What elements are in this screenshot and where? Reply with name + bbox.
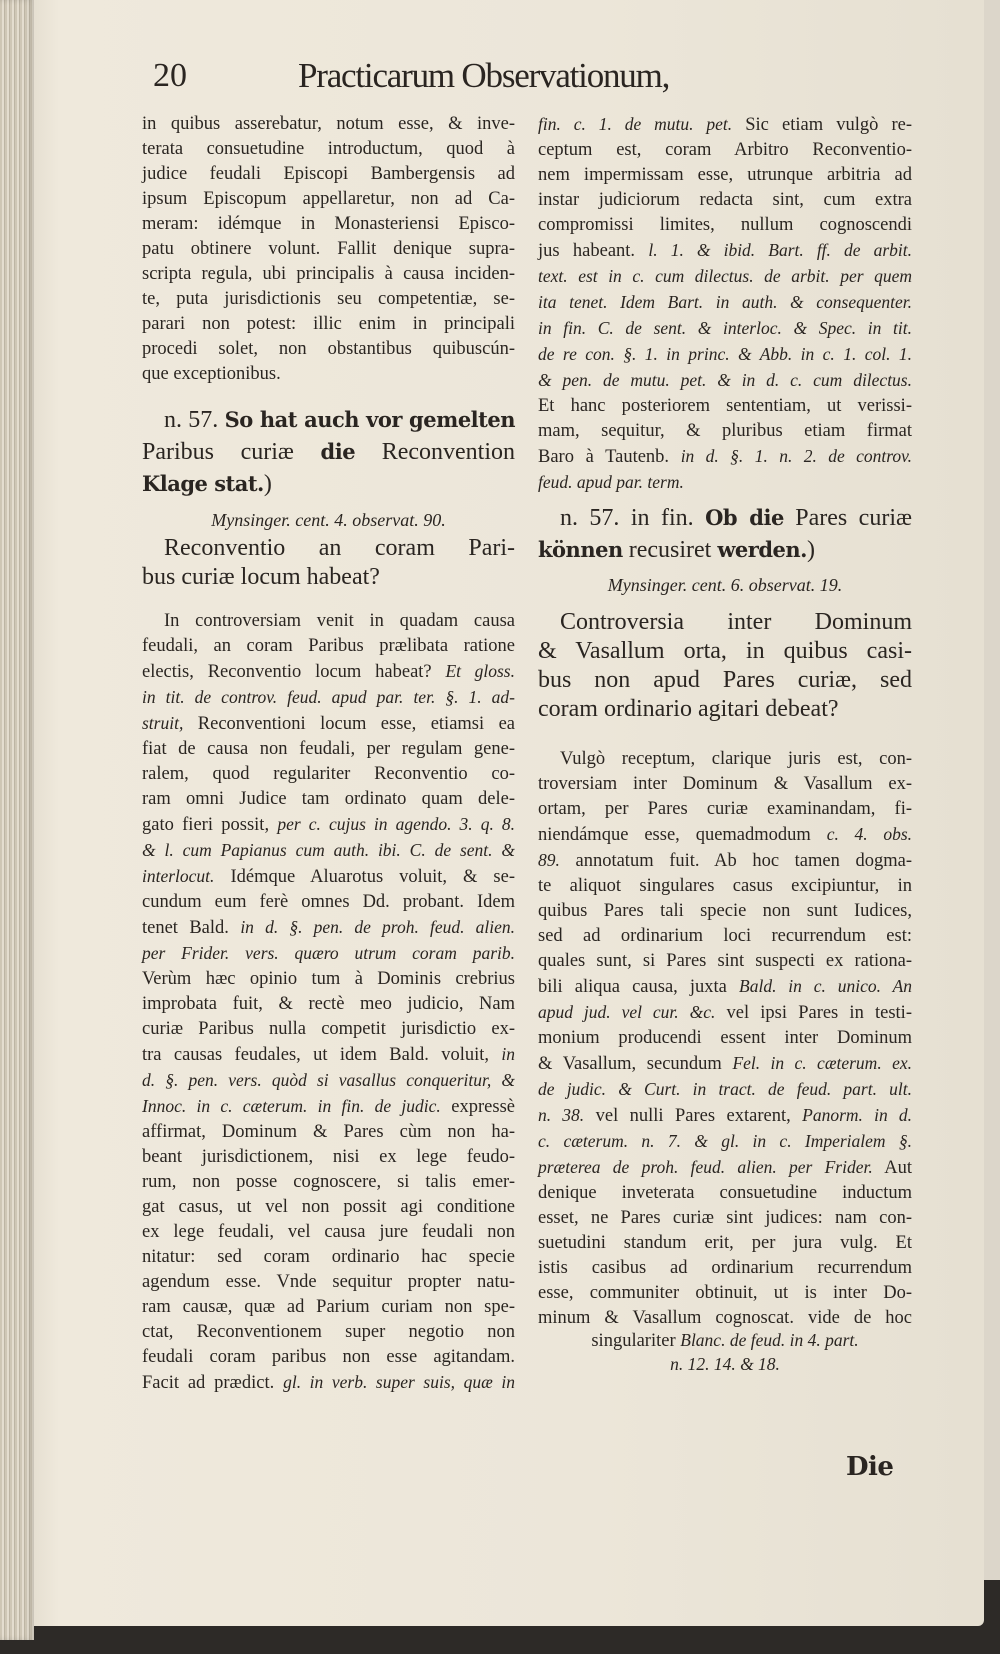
text-line: [142, 362, 515, 387]
text-run: bus non apud Pares curiæ, sed: [538, 667, 912, 693]
text-run: quibus Pares tali specie non sunt Iudices,: [538, 901, 912, 921]
running-title: Practicarum Observationum,: [298, 56, 670, 95]
text-run: Sic etiam vulgò re-: [732, 115, 913, 135]
text-line: [538, 1206, 912, 1231]
text-run: instar judiciorum redacta sint, cum extra: [538, 190, 912, 210]
text-line: [538, 1231, 912, 1256]
italic-reference: ita tenet. Idem Bart. in auth. & consequenter.: [538, 292, 912, 312]
text-run: quales sunt, si Pares sint suspecti ex rationa-: [538, 951, 912, 971]
italic-reference: & l. cum Papianus cum auth. ibi. C. de sent. &: [142, 840, 515, 860]
text-line: [142, 711, 515, 737]
italic-reference: c. cæterum. n. 7. & gl. in c. Imperialem §.: [538, 1131, 912, 1151]
text-line: [538, 899, 912, 924]
text-line: [142, 1295, 515, 1320]
text-line: [142, 468, 515, 500]
italic-reference: Panorm. in d.: [802, 1105, 913, 1125]
text-line: [538, 290, 912, 316]
text-line: [538, 747, 912, 772]
text-run: cundum eum ferè omnes Dd. probant. Idem: [142, 892, 515, 912]
text-line: [142, 112, 515, 137]
text-line: [538, 238, 912, 264]
text-line: [142, 812, 515, 838]
text-line: [142, 337, 515, 362]
text-run: affirmat, Dominum & Pares cùm non ha-: [142, 1122, 515, 1142]
text-run: Paribus curiæ: [142, 439, 321, 465]
blackletter-text: werden.: [717, 537, 807, 562]
text-run: Pares curiæ: [783, 505, 913, 531]
text-run: agendum esse. Vnde sequitur propter natu-: [142, 1272, 515, 1292]
text-line: [538, 797, 912, 822]
text-line: [538, 1353, 912, 1377]
text-line: [538, 470, 912, 496]
text-line: [538, 1329, 912, 1353]
text-run: Baro à Tautenb.: [538, 447, 681, 467]
text-line: [142, 1320, 515, 1345]
text-run: ralem, quod regulariter Reconventio co-: [142, 764, 515, 784]
text-line: [142, 967, 515, 992]
text-run: procedi solet, non obstantibus quibuscún-: [142, 339, 515, 359]
text-run: fiat de causa non feudali, per regulam gene-: [142, 739, 515, 759]
text-line: [142, 137, 515, 162]
text-line: [538, 1026, 912, 1051]
italic-reference: & pen. de mutu. pet. & in d. c. cum dilectus.: [538, 370, 912, 390]
text-line: [538, 1051, 912, 1077]
text-line: [538, 213, 912, 238]
text-line: [142, 762, 515, 787]
text-line: [142, 1170, 515, 1195]
text-line: [538, 666, 912, 695]
blackletter-text: Ob die: [705, 505, 784, 530]
italic-reference: n. 12. 14. & 18.: [670, 1354, 780, 1374]
text-line: [142, 162, 515, 187]
text-run: sed ad ordinarium loci recurrendum est:: [538, 926, 912, 946]
text-line: [538, 637, 912, 666]
text-run: Controversia inter Dominum: [560, 609, 912, 635]
right-closing-reference: [538, 1329, 912, 1377]
blackletter-text: So hat auch vor gemelten: [224, 407, 515, 432]
text-run: suetudini standum erit, per jura vulg. Et: [538, 1233, 912, 1253]
text-run: te aliquot singulares casus excipiuntur, in: [538, 876, 912, 896]
text-line: [538, 1129, 912, 1155]
italic-reference: Bald. in c. unico. An: [739, 976, 913, 996]
left-section-heading: [142, 404, 515, 500]
italic-reference: de judic. & Curt. in tract. de feud. part. ult.: [538, 1079, 912, 1099]
text-line: [538, 695, 912, 724]
text-run: ram causæ, quæ ad Parium curiam non spe-: [142, 1297, 515, 1317]
text-run: istis casibus ad ordinarium recurrendum: [538, 1258, 912, 1278]
text-run: que exceptionibus.: [142, 364, 281, 384]
book-gutter-page-edges: [0, 0, 34, 1640]
text-line: [538, 316, 912, 342]
text-run: compromissi limites, nullum cognoscendi: [538, 215, 912, 235]
italic-reference: feud. apud par. term.: [538, 472, 684, 492]
text-line: [538, 534, 912, 566]
text-run: ex lege feudali, vel causa jure feudali non: [142, 1222, 515, 1242]
text-line: [142, 436, 515, 468]
text-line: [142, 737, 515, 762]
text-run: Aut: [872, 1158, 912, 1178]
right-section-heading: [538, 502, 912, 566]
left-paragraph-2: [142, 609, 515, 1396]
italic-reference: interlocut.: [142, 866, 215, 886]
text-line: [142, 634, 515, 659]
italic-reference: in fin. C. de sent. & interloc. & Spec. in tit.: [538, 318, 912, 338]
italic-reference: apud jud. vel cur. &c.: [538, 1002, 716, 1022]
text-run: bus curiæ locum habeat?: [142, 564, 380, 590]
text-line: [538, 772, 912, 797]
text-run: gato fieri possit,: [142, 815, 278, 835]
text-line: [538, 138, 912, 163]
text-run: rum, non posse cognoscere, si talis emer-: [142, 1172, 515, 1192]
text-line: [538, 572, 912, 598]
text-run: tra causas feudales, ut idem Bald. voluit,: [142, 1045, 502, 1065]
italic-reference: gl. in verb. super suis, quæ in: [283, 1372, 515, 1392]
italic-reference: in: [501, 1044, 515, 1064]
text-run: expressè: [440, 1097, 515, 1117]
text-line: [142, 1120, 515, 1145]
text-run: Reconventioni locum esse, etiamsi ea: [183, 714, 515, 734]
text-run: improbata fuit, & rectè meo judicio, Nam: [142, 994, 515, 1014]
italic-reference: 89.: [538, 850, 560, 870]
text-line: [538, 924, 912, 949]
left-paragraph-1: [142, 112, 515, 387]
text-run: vel ipsi Pares in testi-: [715, 1003, 912, 1023]
text-run: judice feudali Episcopi Bambergensis ad: [142, 164, 515, 184]
text-run: recusiret: [622, 537, 718, 563]
text-run: patu obtinere volunt. Fallit denique supra-: [142, 239, 515, 259]
text-line: [538, 1181, 912, 1206]
text-run: Facit ad prædict.: [142, 1373, 284, 1393]
text-run: te, puta jurisdictionis seu competentiæ, se-: [142, 289, 515, 309]
text-run: annotatum fuit. Ab hoc tamen dogma-: [559, 851, 912, 871]
text-run: feudali, an coram Paribus prælibata ratione: [142, 636, 515, 656]
italic-reference: per c. cujus in agendo. 3. q. 8.: [277, 814, 516, 834]
right-paragraph-1: [538, 112, 912, 496]
text-line: [538, 874, 912, 899]
text-line: [142, 1345, 515, 1370]
text-line: [142, 212, 515, 237]
text-run: n. 57.: [164, 407, 225, 433]
text-line: [142, 312, 515, 337]
text-run: tenet Bald.: [142, 918, 241, 938]
text-run: coram ordinario agitari debeat?: [538, 696, 839, 722]
text-run: niendámque esse, quemadmodum: [538, 825, 827, 845]
italic-reference: fin. c. 1. de mutu. pet.: [538, 114, 733, 134]
text-run: beant jurisdictionem, nisi ex lege feudo-: [142, 1147, 515, 1167]
text-line: [142, 563, 515, 592]
text-line: [142, 507, 515, 533]
text-run: singulariter: [591, 1331, 681, 1351]
text-line: [142, 1042, 515, 1068]
text-line: [142, 685, 515, 711]
italic-reference: n. 38.: [538, 1105, 585, 1125]
text-run: electis, Reconventio locum habeat?: [142, 662, 446, 682]
text-run: nitatur: sed coram ordinario hac specie: [142, 1247, 515, 1267]
text-line: [538, 1281, 912, 1306]
text-run: mam, sequitur, & pluribus etiam firmat: [538, 421, 912, 441]
text-run: Idémque Aluarotus voluit, & se-: [214, 867, 515, 887]
text-run: esset, ne Pares curiæ sint judices: nam con-: [538, 1208, 912, 1228]
text-line: [142, 187, 515, 212]
text-run: nem impermissam esse, utrunque arbitria ad: [538, 165, 912, 185]
text-run: troversiam inter Dominum & Vasallum ex-: [538, 774, 912, 794]
text-line: [538, 1103, 912, 1129]
text-run: parari non potest: illic enim in principali: [142, 314, 515, 334]
text-run: Reconvention: [355, 439, 515, 465]
page-number: 20: [153, 57, 187, 94]
italic-reference: in d. §. 1. n. 2. de controv.: [680, 446, 912, 466]
text-run: ortam, per Pares curiæ examinandam, fi-: [538, 799, 912, 819]
text-run: vel nulli Pares extarent,: [584, 1106, 803, 1126]
text-line: [538, 368, 912, 394]
text-run: bili aliqua causa, juxta: [538, 977, 740, 997]
text-run: in quibus asserebatur, notum esse, & inve-: [142, 114, 515, 134]
italic-reference: struit,: [142, 713, 184, 733]
italic-reference: c. 4. obs.: [826, 824, 913, 844]
text-line: [142, 1068, 515, 1094]
right-page-edge: [984, 0, 1000, 1580]
text-run: ): [263, 471, 272, 497]
text-line: [538, 1155, 912, 1181]
italic-reference: Mynsinger. cent. 4. observat. 90.: [211, 510, 446, 530]
text-line: [538, 502, 912, 534]
right-paragraph-2: [538, 747, 912, 1331]
italic-reference: Innoc. in c. cæterum. in fin. de judic.: [142, 1096, 441, 1116]
text-line: [538, 608, 912, 637]
catchword: Die: [846, 1452, 894, 1482]
text-run: Reconventio an coram Pari-: [164, 535, 515, 561]
text-run: denique inveterata consuetudine inductum: [538, 1183, 912, 1203]
text-line: [142, 1270, 515, 1295]
text-line: [142, 659, 515, 685]
text-line: [142, 1017, 515, 1042]
text-run: n. 57. in fin.: [560, 505, 706, 531]
text-line: [538, 394, 912, 419]
text-run: esse, communiter obtinuit, ut is inter Do-: [538, 1283, 912, 1303]
text-line: [538, 974, 912, 1000]
italic-reference: text. est in c. cum dilectus. de arbit. per quem: [538, 266, 912, 286]
text-line: [538, 848, 912, 874]
text-line: [142, 941, 515, 967]
text-run: ceptum est, coram Arbitro Reconventio-: [538, 140, 912, 160]
text-line: [142, 1245, 515, 1270]
text-run: minum & Vasallum cognoscat. vide de hoc: [538, 1308, 912, 1328]
italic-reference: Blanc. de feud. in 4. part.: [680, 1330, 859, 1350]
italic-reference: Fel. in c. cæterum. ex.: [732, 1053, 912, 1073]
text-line: [142, 787, 515, 812]
text-line: [142, 287, 515, 312]
text-line: [538, 264, 912, 290]
text-line: [142, 609, 515, 634]
italic-reference: l. 1. & ibid. Bart. ff. de arbit.: [648, 240, 912, 260]
text-line: [142, 1220, 515, 1245]
blackletter-text: Klage stat.: [142, 471, 264, 496]
italic-reference: in d. §. pen. de proh. feud. alien.: [240, 917, 515, 937]
italic-reference: Mynsinger. cent. 6. observat. 19.: [607, 575, 843, 595]
text-line: [538, 188, 912, 213]
text-run: jus habeant.: [538, 241, 649, 261]
text-line: [142, 890, 515, 915]
text-line: [142, 1195, 515, 1220]
text-line: [538, 419, 912, 444]
text-line: [538, 342, 912, 368]
text-line: [142, 915, 515, 941]
text-line: [538, 1306, 912, 1331]
text-run: meram: idémque in Monasteriensi Episco-: [142, 214, 515, 234]
text-run: ctat, Reconventionem super negotio non: [142, 1322, 515, 1342]
right-subheading: [538, 608, 912, 724]
italic-reference: de re con. §. 1. in princ. & Abb. in c. 1. col. 1.: [538, 344, 912, 364]
text-line: [538, 163, 912, 188]
text-run: In controversiam venit in quadam causa: [164, 611, 515, 631]
text-run: gat casus, ut vel non possit agi conditione: [142, 1197, 515, 1217]
text-line: [142, 237, 515, 262]
text-run: curiæ Paribus nulla competit jurisdictio ex-: [142, 1019, 515, 1039]
left-subheading: [142, 534, 515, 592]
text-run: Vulgò receptum, clarique juris est, con-: [560, 749, 912, 769]
text-line: [142, 534, 515, 563]
right-citation: [538, 572, 912, 598]
text-line: [142, 1094, 515, 1120]
text-line: [538, 1000, 912, 1026]
text-line: [142, 992, 515, 1017]
blackletter-text: die: [320, 439, 356, 464]
text-run: monium producendi essent inter Dominum: [538, 1028, 912, 1048]
text-line: [538, 949, 912, 974]
text-line: [142, 1370, 515, 1396]
italic-reference: præterea de proh. feud. alien. per Frider.: [538, 1157, 873, 1177]
text-run: ipsum Episcopum appellaretur, non ad Ca-: [142, 189, 515, 209]
text-run: Et hanc posteriorem sententiam, ut verissi-: [538, 396, 912, 416]
text-line: [538, 444, 912, 470]
italic-reference: in tit. de controv. feud. apud par. ter. §. 1. ad-: [142, 687, 515, 707]
text-line: [142, 864, 515, 890]
italic-reference: per Frider. vers. quæro utrum coram parib.: [142, 943, 515, 963]
text-run: ram omni Judice tam ordinato quam dele-: [142, 789, 515, 809]
text-run: & Vasallum orta, in quibus casi-: [538, 638, 912, 664]
text-line: [538, 1256, 912, 1281]
text-line: [538, 112, 912, 138]
left-citation: [142, 507, 515, 533]
text-line: [142, 404, 515, 436]
text-run: feudali coram paribus non esse agitandam.: [142, 1347, 515, 1367]
text-run: terata consuetudine introductum, quod à: [142, 139, 515, 159]
text-run: & Vasallum, secundum: [538, 1054, 733, 1074]
text-run: scripta regula, ubi principalis à causa inciden-: [142, 264, 515, 284]
text-line: [538, 1077, 912, 1103]
italic-reference: d. §. pen. vers. quòd si vasallus conqueritur, &: [142, 1070, 515, 1090]
text-line: [142, 838, 515, 864]
text-line: [142, 262, 515, 287]
italic-reference: Et gloss.: [445, 661, 515, 681]
text-line: [538, 822, 912, 848]
blackletter-text: können: [538, 537, 623, 562]
text-run: Verùm hæc opinio tum à Dominis crebrius: [142, 969, 515, 989]
text-run: ): [807, 537, 815, 563]
text-line: [142, 1145, 515, 1170]
